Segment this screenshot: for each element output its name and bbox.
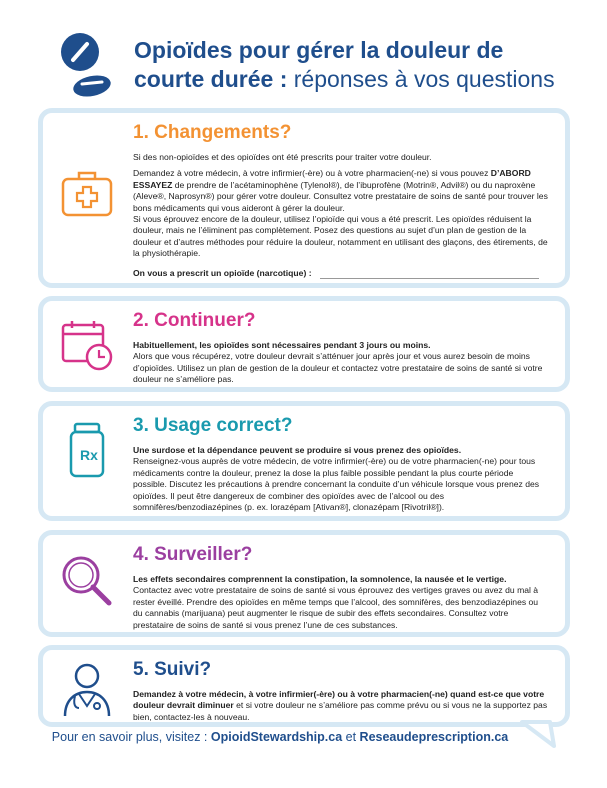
- section-title: 1. Changements?: [133, 122, 292, 143]
- paragraph: Demandez à votre médecin, à votre infirmier(-ère) ou à votre pharmacien(-ne) si vous pouvez D’ABORD ESSAYEZ de prendre de l’acétaminophène (Tylenol®), de l’ibuprofène (Motrin®, Advil®) ou du naproxène (Aleve®, Naprosyn®) pour gérer votre douleur. Consultez votre prestataire de soins de santé pour trouver les bons médicaments qui vous aideront à gérer la douleur.: [133, 168, 548, 213]
- blank-line[interactable]: [320, 269, 539, 279]
- paragraph-lead: Les effets secondaires comprennent la constipation, la somnolence, la nausée et le vertige.: [133, 574, 507, 584]
- paragraph: Renseignez-vous auprès de votre médecin, de votre infirmier(-ère) ou de votre pharmacien(-ne) pour tous médicaments contre la douleur, prenez la dose la plus faible possible pendant la plus courte période possible. Discutez les précautions à prendre concernant la conduite d’un véhicule lorsque vous prenez des opioïdes. Il peut être dangereux de combiner des opioïdes avec de l’alcool ou des somnifères/benzodiazépines (p. ex. lorazépam [Ativan®], clonazépam [Rivotril®]).: [133, 456, 540, 513]
- section-title: 4. Surveiller?: [133, 544, 253, 565]
- section-continuer: [38, 296, 570, 392]
- first-aid-kit-icon: [57, 165, 117, 225]
- footer: Pour en savoir plus, visitez : OpioidStewardship.ca et Reseaudeprescription.ca: [51, 730, 509, 744]
- opioid-prescribed-field[interactable]: [133, 268, 549, 279]
- section-title: 5. Suivi?: [133, 659, 212, 680]
- magnifier-icon: [57, 551, 117, 611]
- pill-icon: [60, 32, 112, 102]
- page-title: Opioïdes pour gérer la douleur de courte durée : réponses à vos questions: [134, 37, 555, 92]
- section-changements: [38, 108, 570, 288]
- pill-bottle-icon: [57, 420, 117, 480]
- doctor-icon: [57, 658, 117, 718]
- field-label: On vous a prescrit un opioïde (narcotique) :: [133, 267, 312, 278]
- section-surveiller: [38, 530, 570, 637]
- link-reseaudeprescription[interactable]: Reseaudeprescription.ca: [359, 730, 509, 744]
- paragraph: Contactez avec votre prestataire de soins de santé si vous éprouvez des vertiges graves ou avez du mal à rester éveillé. Prendre des opioïdes en même temps que l’alcool, des somnifères, des benzodiazépines ou du cannabis (marijuana) peut augmenter le risque de subir des effets secondaires. Consultez votre prestataire de soins de santé si vous prenez l’une de ces substances.: [133, 585, 539, 630]
- paragraph-lead: Une surdose et la dépendance peuvent se produire si vous prenez des opioïdes.: [133, 445, 462, 455]
- calendar-clock-icon: [57, 315, 117, 375]
- section-title: 3. Usage correct?: [133, 415, 293, 436]
- section-suivi: [38, 645, 570, 727]
- header: [60, 32, 580, 102]
- paragraph: Si des non-opioïdes et des opioïdes ont été prescrits pour traiter votre douleur.: [133, 152, 432, 162]
- paragraph: Si vous éprouvez encore de la douleur, utilisez l’opioïde qui vous a été prescrit. Les opioïdes réduisent la douleur, mais ne l’éliminent pas complètement. Posez des questions au sujet d’un plan de gestion de la douleur et d’autres méthodes pour réduire la douleur, notamment en utilisant des glaçons, des étirements, de la physiothérapie.: [133, 214, 548, 259]
- paragraph: Demandez à votre médecin, à votre infirmier(-ère) ou à votre pharmacien(-ne) quand est-ce que votre douleur devrait diminuer et si votre douleur ne s’améliore pas comme prévu ou si vous ne la supportez pas bien, contactez-les à nouveau.: [133, 689, 548, 722]
- link-opioidstewardship[interactable]: OpioidStewardship.ca: [210, 730, 343, 744]
- section-usage-correct: [38, 401, 570, 521]
- rx-label: Rx: [80, 447, 98, 463]
- paragraph-lead: Habituellement, les opioïdes sont nécessaires pendant 3 jours ou moins.: [133, 340, 431, 350]
- paragraph: Alors que vous récupérez, votre douleur devrait s’atténuer jour après jour et vous aurez besoin de moins d’opioïdes. Utilisez un plan de gestion de la douleur et contactez votre prestataire de soins de santé si votre douleur ne s’améliore pas.: [133, 351, 543, 385]
- section-title: 2. Continuer?: [133, 310, 256, 331]
